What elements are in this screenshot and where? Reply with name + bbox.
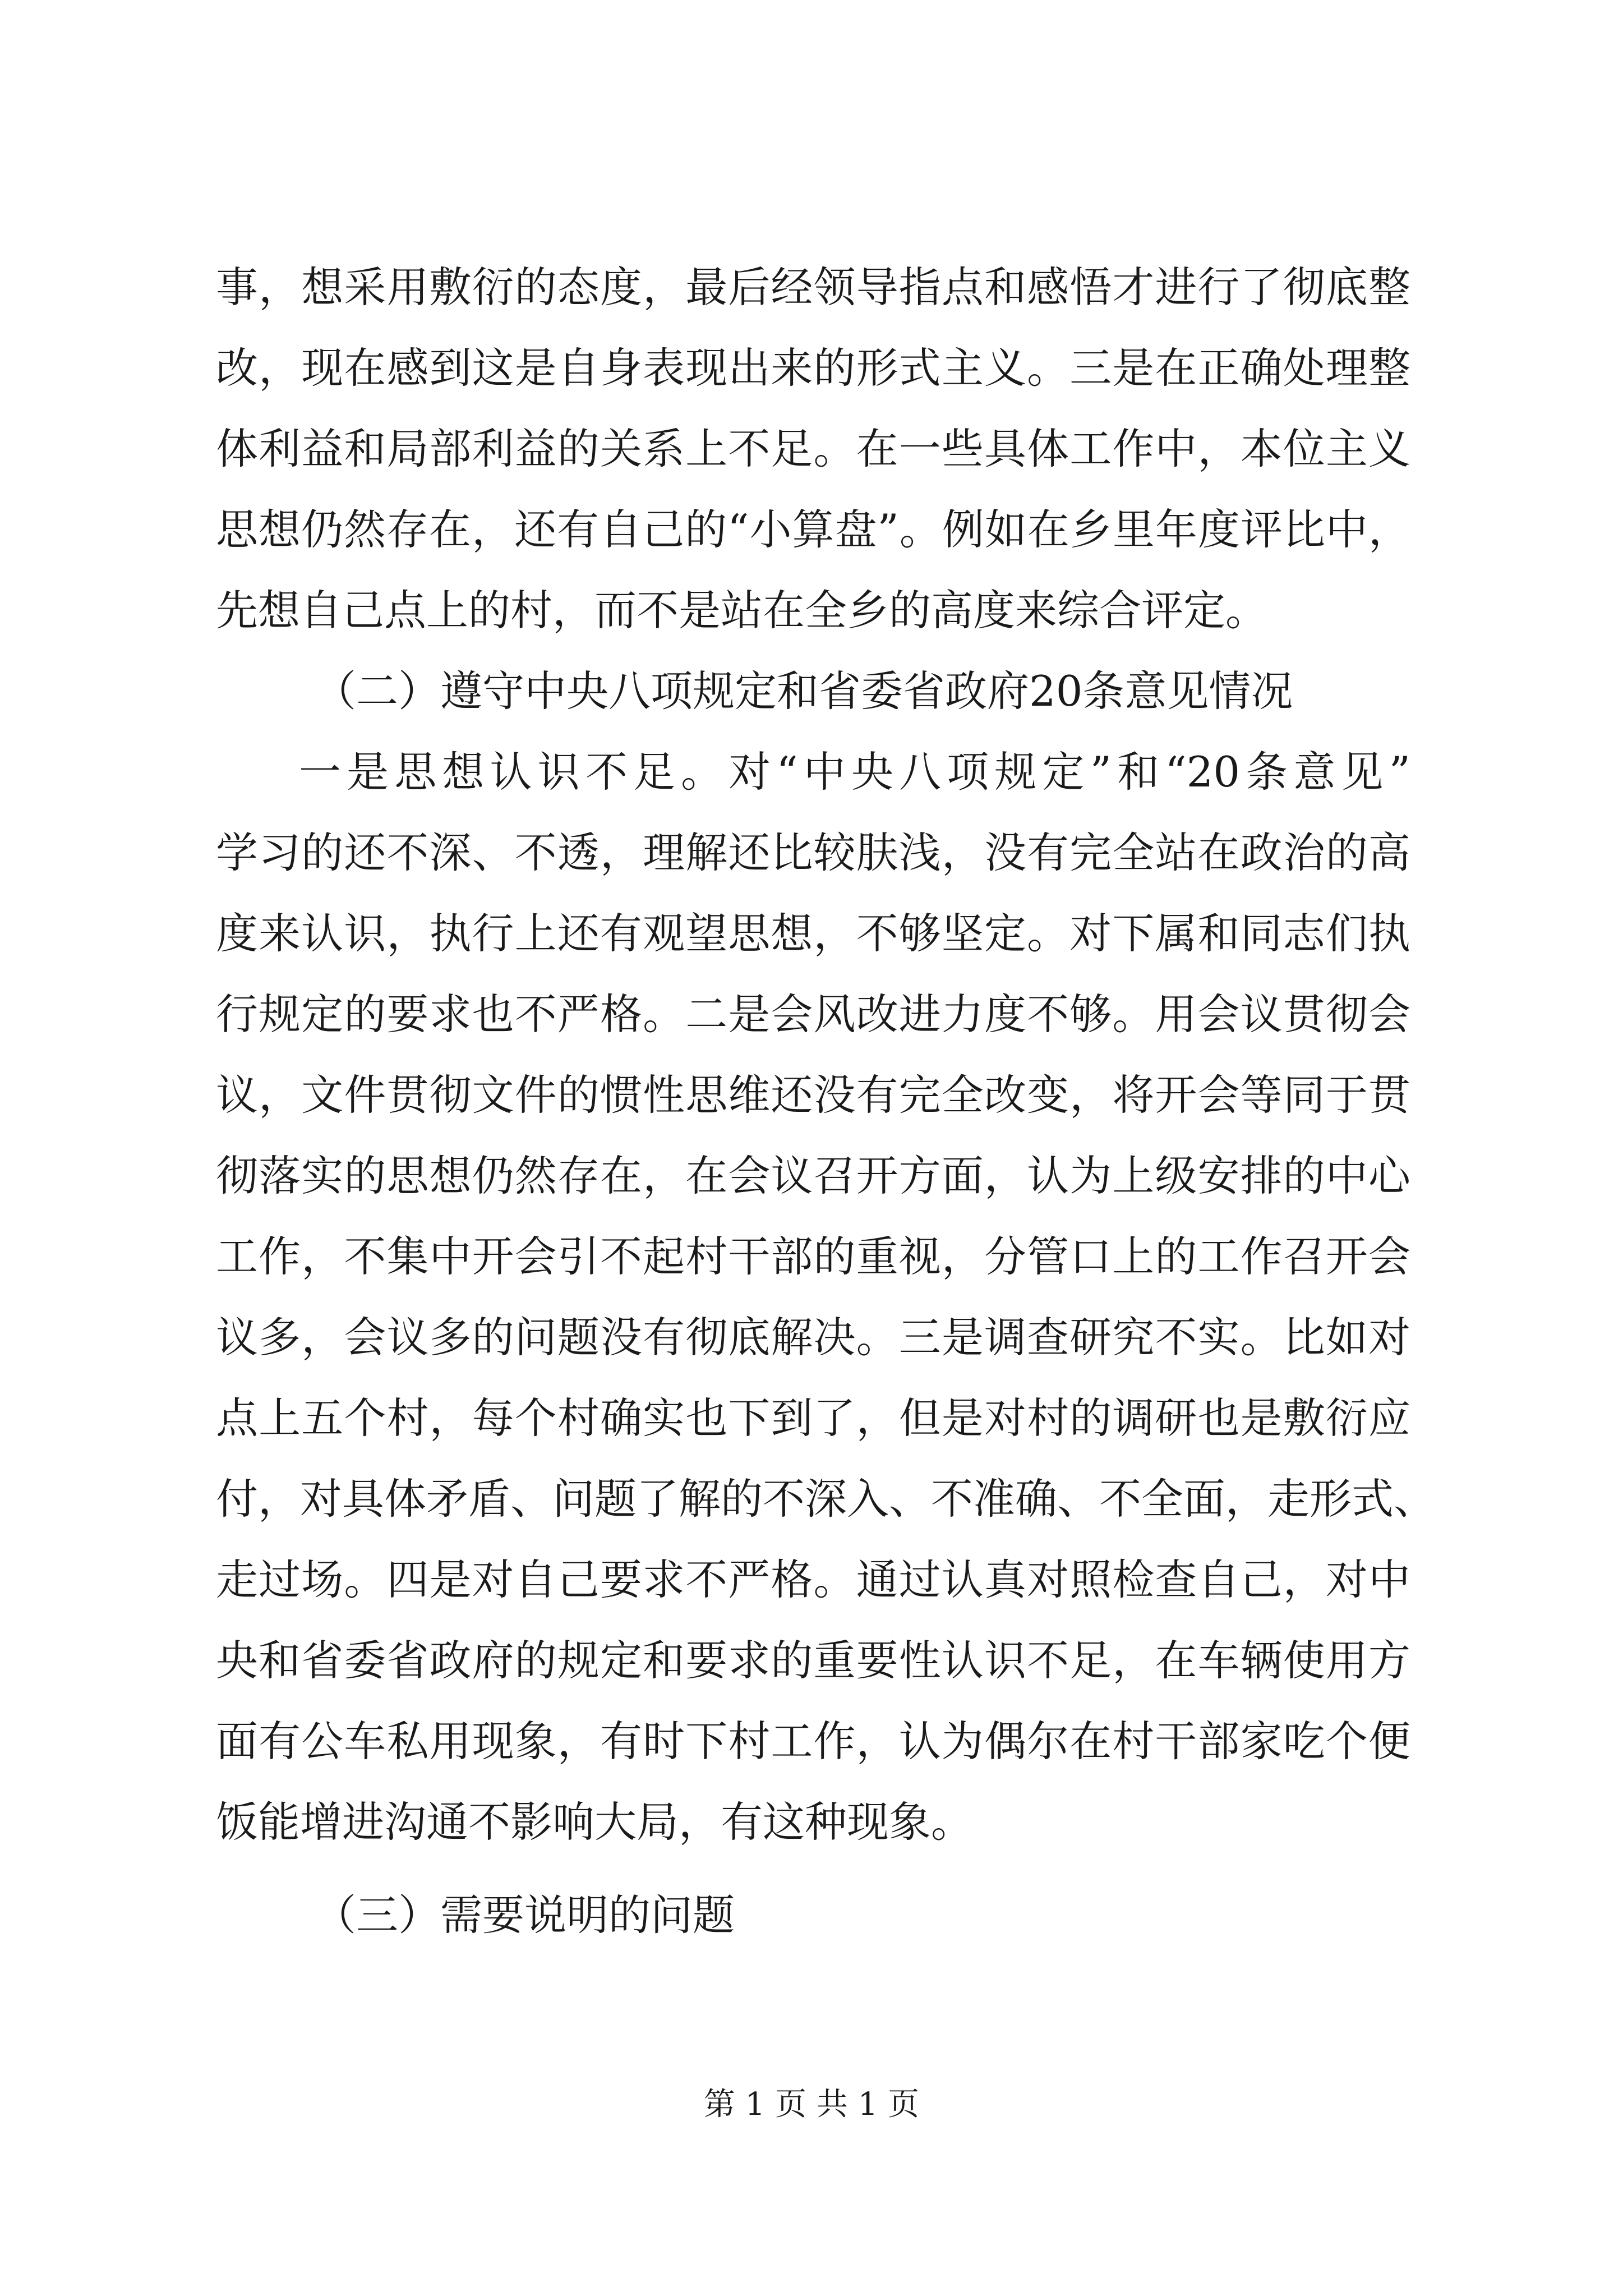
- section-heading-2: （二）遵守中央八项规定和省委省政府20条意见情况: [314, 666, 1293, 716]
- text-line: 一是思想认识不足。对“中央八项规定”和“20条意见”: [299, 747, 1410, 797]
- text-line: 思想仍然存在，还有自己的“小算盘”。例如在乡里年度评比中，: [216, 505, 1410, 554]
- text-line: 学习的还不深、不透，理解还比较肤浅，没有完全站在政治的高: [216, 828, 1410, 877]
- text-line: 先想自己点上的村，而不是站在全乡的高度来综合评定。: [216, 586, 1268, 635]
- text-line: 体利益和局部利益的关系上不足。在一些具体工作中，本位主义: [216, 424, 1410, 473]
- spacer: [216, 1862, 1410, 1875]
- text-line: 度来认识，执行上还有观望思想，不够坚定。对下属和同志们执: [216, 909, 1410, 958]
- text-line: 行规定的要求也不严格。二是会风改进力度不够。用会议贯彻会: [216, 990, 1410, 1039]
- text-line: 饭能增进沟通不影响大局，有这种现象。: [216, 1797, 974, 1847]
- text-line: 央和省委省政府的规定和要求的重要性认识不足，在车辆使用方: [216, 1636, 1410, 1685]
- text-line: 走过场。四是对自己要求不严格。通过认真对照检查自己，对中: [216, 1555, 1410, 1604]
- page-footer: 第 1 页 共 1 页: [703, 2086, 920, 2123]
- section-heading-3: （三）需要说明的问题: [314, 1890, 735, 1940]
- text-line: 议，文件贯彻文件的惯性思维还没有完全改变，将开会等同于贯: [216, 1070, 1410, 1120]
- document-body: [216, 247, 1436, 1955]
- text-line: 议多，会议多的问题没有彻底解决。三是调查研究不实。比如对: [216, 1313, 1410, 1362]
- text-line: 面有公车私用现象，有时下村工作，认为偶尔在村干部家吃个便: [216, 1717, 1410, 1766]
- text-line: 事，想采用敷衍的态度，最后经领导指点和感悟才进行了彻底整: [216, 263, 1410, 312]
- text-line: 工作，不集中开会引不起村干部的重视，分管口上的工作召开会: [216, 1232, 1410, 1281]
- paragraph-2: [216, 731, 1436, 1862]
- paragraph-1: [216, 247, 1410, 651]
- text-line: 改，现在感到这是自身表现出来的形式主义。三是在正确处理整: [216, 343, 1410, 393]
- text-line: 点上五个村，每个村确实也下到了，但是对村的调研也是敷衍应: [216, 1393, 1410, 1443]
- text-line: 彻落实的思想仍然存在，在会议召开方面，认为上级安排的中心: [216, 1151, 1410, 1200]
- text-line: 付，对具体矛盾、问题了解的不深入、不准确、不全面，走形式、: [216, 1474, 1436, 1524]
